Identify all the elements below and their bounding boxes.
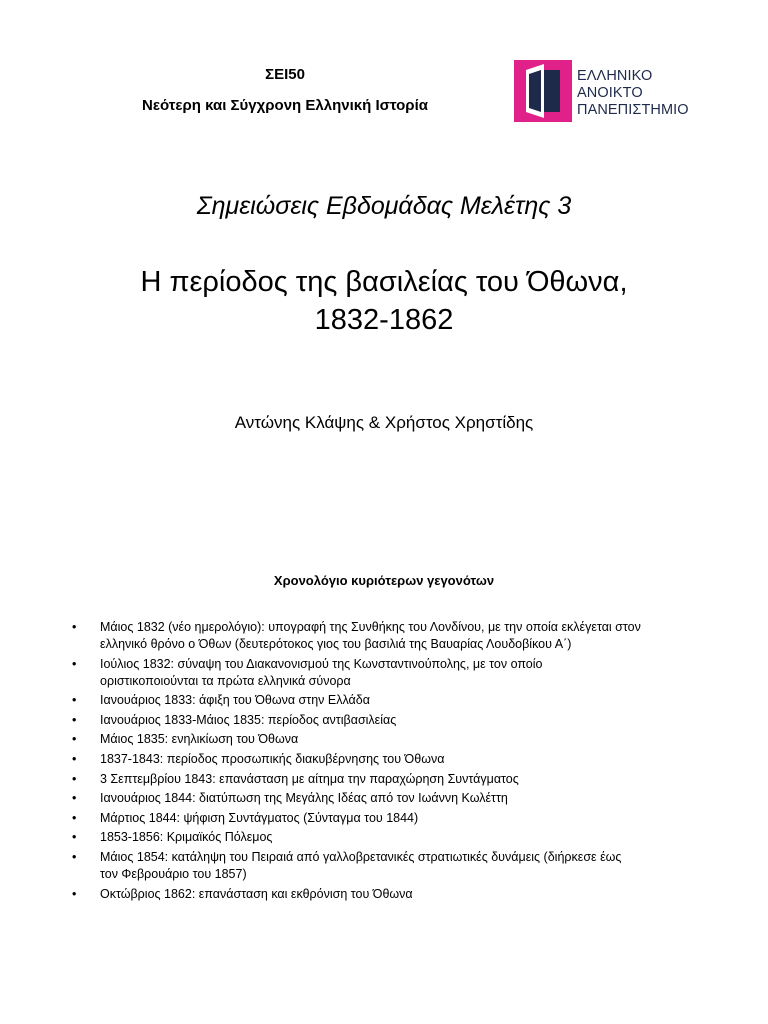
timeline-item [72,731,712,748]
timeline-item-text: 3 Σεπτεμβρίου 1843: επανάσταση με αίτημα την παραχώρηση Συντάγματος [100,771,519,786]
course-code: ΣΕΙ50 [265,66,305,83]
university-logo-icon [514,60,572,122]
authors: Αντώνης Κλάψης & Χρήστος Χρηστίδης [234,413,534,432]
timeline-item-text: Μάιος 1835: ενηλικίωση του Όθωνα [100,732,299,747]
bullet-icon: • [72,886,77,901]
timeline-item [72,886,712,903]
logo-line: ΑΝΟΙΚΤΟ [577,85,643,101]
timeline-item-text: Ιανουάριος 1833-Μάιος 1835: περίοδος αντιβασιλείας [100,712,397,727]
document-title [0,263,768,339]
university-logo-text [577,68,689,119]
timeline-item [72,790,712,807]
timeline-item-text: Μάιος 1832 (νέο ημερολόγιο): υπογραφή της Συνθήκης του Λονδίνου, με την οποία εκλέγεται στον [100,620,641,634]
timeline-item-text: οριστικοποιούνται τα πρώτα ελληνικά σύνορα [100,673,351,688]
bullet-icon: • [72,712,77,727]
bullet-icon: • [72,732,77,747]
bullet-icon: • [72,751,77,766]
document-subtitle: Σημειώσεις Εβδομάδας Μελέτης 3 [196,192,572,220]
bullet-icon: • [72,830,77,845]
university-logo [514,58,689,124]
timeline-item-text: Μάρτιος 1844: ψήφιση Συντάγματος (Σύνταγμα του 1844) [100,810,419,825]
title-line: Η περίοδος της βασιλείας του Όθωνα, [140,266,628,298]
bullet-icon: • [72,849,77,864]
title-line: 1832-1862 [314,304,454,336]
course-title: Νεότερη και Σύγχρονη Ελληνική Ιστορία [142,97,428,114]
timeline-item [72,810,712,827]
timeline-item-text: Ιανουάριος 1833: άφιξη του Όθωνα στην Ελλάδα [100,693,370,708]
bullet-icon: • [72,693,77,708]
bullet-icon: • [72,771,77,786]
timeline-item-text: Ιανουάριος 1844: διατύπωση της Μεγάλης Ιδέας από τον Ιωάννη Κωλέττη [100,791,508,806]
timeline-heading: Χρονολόγιο κυριότερων γεγονότων [273,573,495,588]
timeline-item [72,771,712,788]
timeline-list [72,619,712,905]
timeline-item-text: 1837-1843: περίοδος προσωπικής διακυβέρνησης του Όθωνα [100,751,445,766]
bullet-icon: • [72,791,77,806]
timeline-item [72,619,712,653]
timeline-item [72,712,712,729]
timeline-item-text: τον Φεβρουάριο του 1857) [100,866,247,881]
timeline-item [72,692,712,709]
timeline-item-text: Οκτώβριος 1862: επανάσταση και εκθρόνιση του Όθωνα [100,886,413,901]
timeline-item-text: Μάιος 1854: κατάληψη του Πειραιά από γαλλοβρετανικές στρατιωτικές δυνάμεις (διήρκεσε έως [100,849,622,864]
timeline-item-text: 1853-1856: Κριμαϊκός Πόλεμος [100,830,273,845]
timeline-item [72,829,712,846]
timeline-item [72,751,712,768]
bullet-icon: • [72,620,77,634]
bullet-icon: • [72,656,77,671]
bullet-icon: • [72,810,77,825]
logo-line: ΕΛΛΗΝΙΚΟ [577,68,653,84]
logo-line: ΠΑΝΕΠΙΣΤΗΜΙΟ [577,102,689,118]
timeline-item [72,849,712,883]
timeline-item-text: ελληνικό θρόνο ο Όθων (δευτερότοκος γιος του βασιλιά της Βαυαρίας Λουδοβίκου Α΄) [100,637,572,651]
timeline-item [72,656,712,690]
timeline-item-text: Ιούλιος 1832: σύναψη του Διακανονισμού της Κωνσταντινούπολης, με τον οποίο [100,656,543,671]
